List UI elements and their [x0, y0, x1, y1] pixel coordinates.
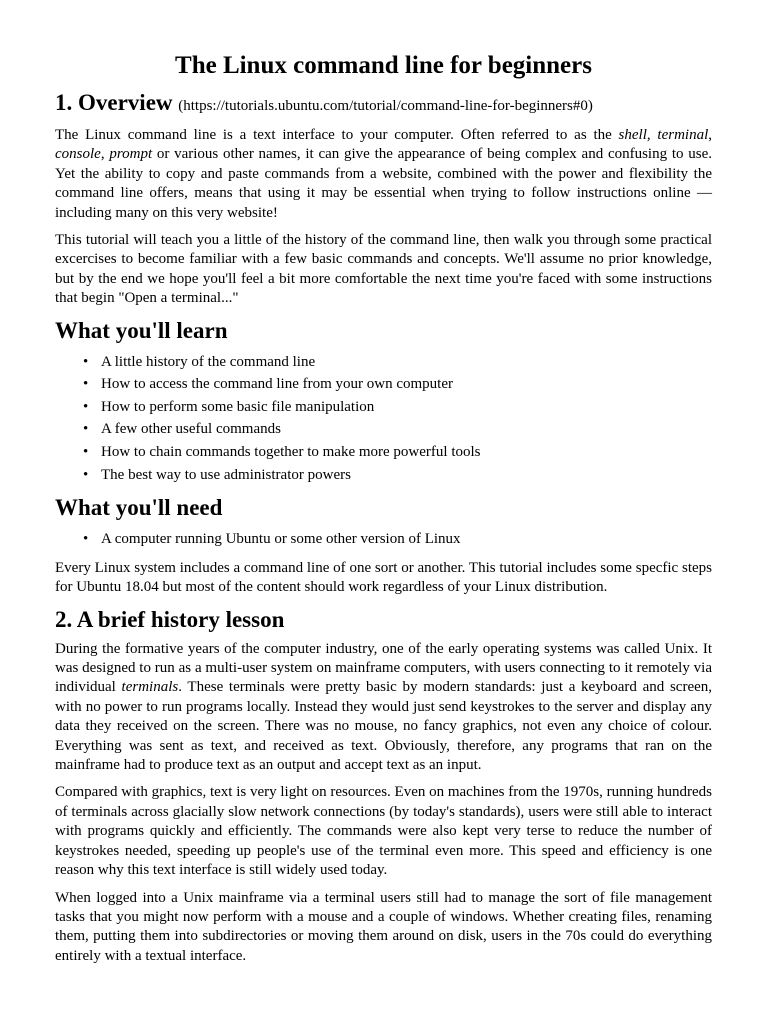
emphasis-console: console	[55, 146, 101, 163]
text-run: ,	[100, 146, 110, 163]
list-item	[83, 441, 712, 464]
bullet-glyph: •	[83, 444, 89, 461]
list-item-text: A computer running Ubuntu or some other version of Linux	[101, 531, 461, 548]
emphasis-terminals: terminals	[121, 679, 179, 696]
bullet-glyph: •	[83, 353, 89, 370]
list-item-text: A little history of the command line	[101, 353, 316, 370]
need-list	[55, 528, 712, 551]
list-item-text: A few other useful commands	[101, 421, 281, 438]
text-run: The Linux command line is a text interface to your computer. Often referred to as the	[55, 127, 619, 143]
learn-list	[55, 351, 712, 487]
history-paragraph-3: When logged into a Unix mainframe via a terminal users still had to manage the sort of file management tasks that you might now perform with a mouse and a couple of windows. Whether creating files, renaming them, putting them into subdirectories or moving them around on disk, users in the 70s could do everything entirely with a textual interface.	[55, 889, 712, 964]
list-item	[83, 396, 712, 419]
overview-heading	[55, 89, 712, 120]
overview-paragraph-1	[55, 126, 712, 223]
bullet-glyph: •	[83, 398, 89, 415]
list-item-text: How to access the command line from your own computer	[101, 376, 453, 393]
list-item	[83, 464, 712, 487]
bullet-glyph: •	[83, 421, 89, 438]
text-run: ,	[646, 127, 658, 143]
overview-source-url: (https://tutorials.ubuntu.com/tutorial/command-line-for-beginners#0)	[178, 98, 593, 114]
emphasis-shell: shell	[618, 127, 647, 143]
list-item	[83, 373, 712, 396]
need-paragraph: Every Linux system includes a command line of one sort or another. This tutorial includes some specfic steps for Ubuntu 18.04 but most of the content should work regardless of your Linux distribution.	[55, 559, 712, 596]
overview-paragraph-2: This tutorial will teach you a little of the history of the command line, then walk you through some practical excercises to become familiar with a few basic commands and concepts. We'll assume no prior knowledge, but by the end we hope you'll feel a bit more comfortable the next time you're faced with some instructions that begin "Open a terminal..."	[55, 232, 712, 307]
overview-heading-text: 1. Overview	[55, 90, 173, 115]
emphasis-prompt: prompt	[109, 146, 153, 163]
history-heading: 2. A brief history lesson	[55, 606, 285, 632]
history-paragraph-1	[55, 640, 712, 776]
list-item	[83, 418, 712, 441]
text-run: or various other names, it can give the appearance of being complex and confusing to use. Yet the ability to copy and paste commands from a website, combined with the power and flexibility the command line offers, means that using it may be essential when trying to follow instructions online — including many on this very website!	[55, 146, 713, 221]
document-title: The Linux command line for beginners	[175, 52, 592, 79]
list-item-text: How to chain commands together to make more powerful tools	[101, 444, 481, 461]
bullet-glyph: •	[83, 466, 89, 483]
list-item-text: How to perform some basic file manipulation	[101, 398, 375, 415]
bullet-glyph: •	[83, 531, 89, 548]
emphasis-terminal: terminal	[657, 127, 709, 143]
list-item-text: The best way to use administrator powers	[101, 466, 351, 483]
bullet-glyph: •	[83, 376, 89, 393]
list-item	[83, 528, 712, 551]
text-run: . These terminals were pretty basic by modern standards: just a keyboard and screen, with no power to run programs locally. Instead they would just send keystrokes to the server and display any data they received on the screen. There was no mouse, no fancy graphics, not even any choice of colour. Everything was sent as text, and received as text. Obviously, therefore, any programs that ran on the mainframe had to produce text as an output and accept text as an input.	[55, 679, 713, 774]
text-run: ,	[708, 127, 713, 143]
history-paragraph-2: Compared with graphics, text is very light on resources. Even on machines from the 1970s, running hundreds of terminals across glacially slow network connections (by today's standards), users were still able to interact with programs quickly and efficiently. The commands were also kept very terse to reduce the number of keystrokes needed, speeding up people's use of the terminal even more. This speed and efficiency is one reason why this text interface is still widely used today.	[55, 784, 712, 879]
document-page	[55, 50, 712, 966]
text-run: During the formative years of the computer industry, one of the early operating systems was called Unix. It was designed to run as a multi-user system on mainframe computers, with users connecting to it remotely via individual	[55, 640, 712, 696]
list-item	[83, 351, 712, 374]
learn-heading: What you'll learn	[55, 317, 228, 343]
need-heading: What you'll need	[55, 495, 223, 521]
